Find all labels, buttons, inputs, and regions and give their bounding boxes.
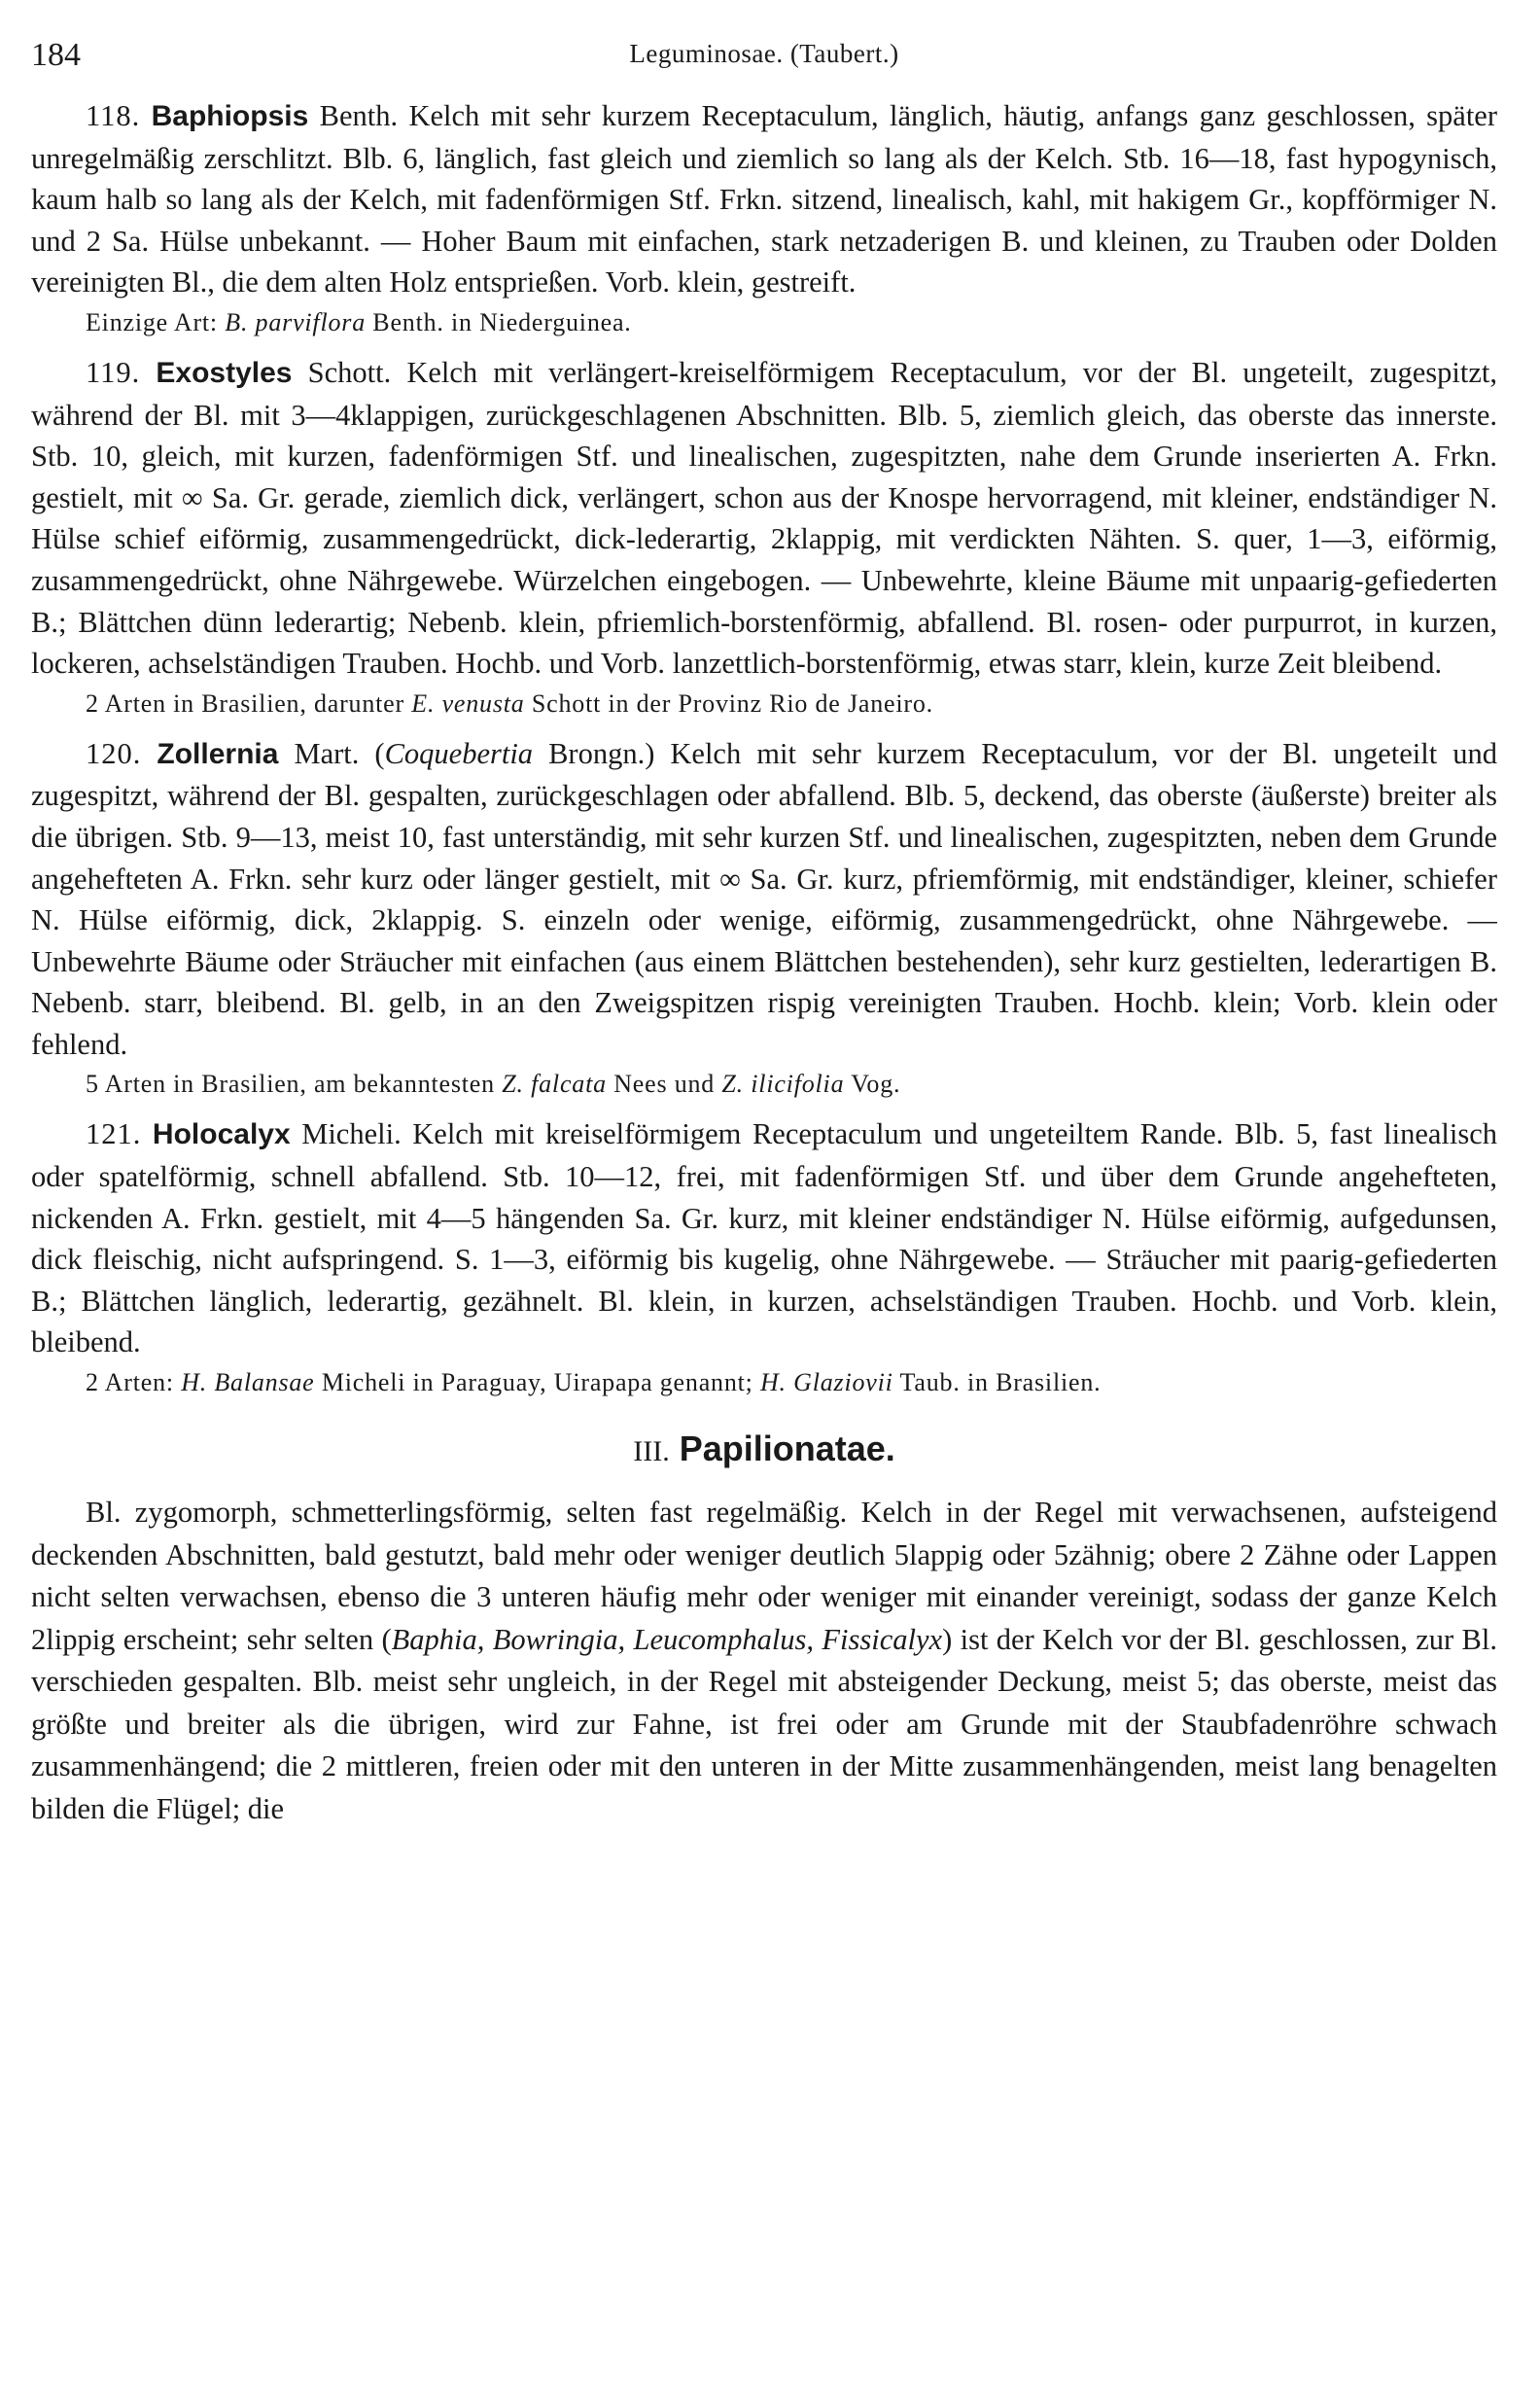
genus-entry-exostyles xyxy=(31,352,1497,685)
species-note-text: Micheli in Paraguay, Uirapapa genannt; xyxy=(314,1368,760,1397)
species-note-text: Taub. in Brasilien. xyxy=(892,1368,1102,1397)
species-name: H. Glaziovii xyxy=(759,1368,893,1397)
species-note-text: Vog. xyxy=(844,1070,901,1099)
species-note-text: 2 Arten in Brasilien, darunter xyxy=(86,688,412,718)
running-head: Leguminosae. (Taubert.) xyxy=(629,39,899,68)
genus-author: Benth. xyxy=(308,99,399,132)
genus-description: Kelch mit verlängert-kreiselförmigem Receptaculum, vor der Bl. ungeteilt, zugespitzt, während der Bl. mit 3—4klappigen, zurückgeschlagenen Abschnitten. Blb. 5, ziemlich gleich, das oberste das innerste. Stb. 10, gleich, mit kurzen, fadenförmigen Stf. und linealischen, zugespitzten, nahe dem Grunde inserierten A. Frkn. gestielt, mit ∞ Sa. Gr. gerade, ziemlich dick, verlängert, schon aus der Knospe hervorragend, mit kleiner, endständiger N. Hülse schief eiförmig, zusammengedrückt, dick-lederartig, 2klappig, mit verdickten Nähten. S. quer, 1—3, eiförmig, zusammengedrückt, ohne Nährgewebe. Würzelchen eingebogen. — Unbewehrte, kleine Bäume mit unpaarig-gefiederten B.; Blättchen dünn lederartig; Nebenb. klein, pfriemlich-borstenförmig, abfallend. Bl. rosen- oder purpurrot, in kurzen, lockeren, achselständigen Trauben. Hochb. und Vorb. lanzettlich-borstenförmig, etwas starr, klein, kurze Zeit bleibend. xyxy=(31,355,1497,681)
genus-description: Kelch mit sehr kurzem Receptaculum, vor der Bl. ungeteilt und zugespitzt, während der Bl. gespalten, zurückgeschlagen oder abfallend. Blb. 5, deckend, das oberste (äußerste) breiter als die übrigen. Stb. 9—13, meist 10, fast unterständig, mit sehr kurzen Stf. und linealischen, zugespitzten, neben dem Grunde angehefteten A. Frkn. sehr kurz oder länger gestielt, mit ∞ Sa. Gr. kurz, pfriemförmig, mit endständiger, kleiner, schiefer N. Hülse eiförmig, dick, 2klappig. S. einzeln oder wenige, eiförmig, zusammengedrückt, ohne Nährgewebe. — Unbewehrte Bäume oder Sträucher mit einfachen (aus einem Blättchen bestehenden), sehr kurz gestielten, lederartigen B. Nebenb. starr, bleibend. Bl. gelb, in an den Zweigspitzen rispig vereinigten Trauben. Hochb. klein; Vorb. klein oder fehlend. xyxy=(31,736,1497,1061)
species-note-exostyles xyxy=(31,685,1497,723)
species-name: Z. falcata xyxy=(502,1070,607,1099)
page-number: 184 xyxy=(31,37,81,73)
page xyxy=(31,27,1497,2380)
species-name: H. Balansae xyxy=(181,1368,315,1397)
genus-name: Baphiopsis xyxy=(151,100,309,132)
genus-entry-zollernia xyxy=(31,733,1497,1066)
genus-author: Mart. xyxy=(278,736,360,770)
species-note-text: Schott in der Provinz Rio de Janeiro. xyxy=(524,688,933,718)
species-note-text: Benth. in Niederguinea. xyxy=(366,307,632,336)
genus-entry-baphiopsis xyxy=(31,95,1497,303)
species-note-text: 2 Arten: xyxy=(86,1368,182,1397)
genus-name: Exostyles xyxy=(156,356,293,389)
synonym-name: Coquebertia xyxy=(384,736,534,770)
species-name: Z. ilicifolia xyxy=(721,1070,845,1099)
species-note-holocalyx xyxy=(31,1363,1497,1402)
genus-name: Zollernia xyxy=(157,737,279,770)
page-header xyxy=(31,27,1497,95)
genus-number: 121. xyxy=(86,1117,142,1151)
synonym-suffix: Brongn.) xyxy=(533,736,655,770)
genus-description: Kelch mit sehr kurzem Receptaculum, länglich, häutig, anfangs ganz geschlossen, später unregelmäßig zerschlitzt. Blb. 6, länglich, fast gleich und ziemlich so lang als der Kelch. Stb. 16—18, fast hypogynisch, kaum halb so lang als der Kelch, mit fadenförmigen Stf. Frkn. sitzend, linealisch, kahl, mit hakigem Gr., kopfförmiger N. und 2 Sa. Hülse unbekannt. — Hoher Baum mit einfachen, stark netzaderigen B. und kleinen, zu Trauben oder Dolden vereinigten Bl., die dem alten Holz entsprießen. Vorb. klein, gestreift. xyxy=(31,99,1497,300)
genus-description: Kelch mit kreiselförmigem Receptaculum und ungeteiltem Rande. Blb. 5, fast linealisch oder spatelförmig, schnell abfallend. Stb. 10—12, frei, mit fadenförmigen Stf. und über dem Grunde angehefteten, nickenden A. Frkn. gestielt, mit 4—5 hängenden Sa. Gr. kurz, mit kleiner endständiger N. Hülse eiförmig, aufgedunsen, dick fleischig, nicht aufspringend. S. 1—3, eiförmig bis kugelig, ohne Nährgewebe. — Sträucher mit paarig-gefiederten B.; Blättchen länglich, lederartig, gezähnelt. Bl. klein, in kurzen, achselständigen Trauben. Hochb. und Vorb. klein, bleibend. xyxy=(31,1117,1497,1359)
species-note-zollernia xyxy=(31,1065,1497,1104)
section-title: Papilionatae. xyxy=(679,1428,895,1469)
italic-genera-list: Baphia, Bowringia, Leucomphalus, Fissicalyx xyxy=(391,1622,943,1656)
genus-number: 118. xyxy=(86,99,141,132)
genus-entry-holocalyx xyxy=(31,1113,1497,1363)
species-note-baphiopsis xyxy=(31,303,1497,342)
genus-number: 119. xyxy=(86,355,141,389)
body-text: Bl. zygomorph, schmetterlingsförmig, selten fast regelmäßig. Kelch in der Regel mit verwachsenen, aufsteigend deckenden Abschnitten, bald gestutzt, bald mehr oder weniger deutlich 5lappig oder 5zähnig; obere 2 Zähne oder Lappen nicht selten verwachsen, ebenso die 3 unteren häufig mehr oder weniger mit einander vereinigt, sodass der ganze Kelch 2lippig erscheint; sehr selten ( xyxy=(31,1496,1497,1656)
genus-author: Schott. xyxy=(292,355,392,389)
species-note-text: Einzige Art: xyxy=(86,307,226,336)
species-name: E. venusta xyxy=(411,688,525,718)
species-note-text: Nees und xyxy=(606,1070,722,1099)
genus-author: Micheli. xyxy=(290,1117,402,1151)
genus-name: Holocalyx xyxy=(152,1118,291,1151)
section-numeral: III. xyxy=(633,1435,670,1468)
genus-number: 120. xyxy=(86,736,142,770)
species-name: B. parviflora xyxy=(225,307,366,336)
synonym-prefix: ( xyxy=(359,736,385,770)
body-text: ) ist der Kelch vor der Bl. geschlossen, zur Bl. verschieden gespalten. Blb. meist sehr ungleich, in der Regel mit absteigender Deckung, meist 5; das oberste, meist das größte und breiter als die übrigen, wird zur Fahne, ist frei oder am Grunde mit der Staubfadenröhre schwach zusammenhängend; die 2 mittleren, freien oder mit den unteren in der Mitte zusammenhängenden, meist lang benagelten bilden die Flügel; die xyxy=(31,1622,1497,1825)
section-body-paragraph xyxy=(31,1492,1497,1830)
species-note-text: 5 Arten in Brasilien, am bekanntesten xyxy=(86,1070,503,1099)
section-heading xyxy=(31,1424,1497,1482)
